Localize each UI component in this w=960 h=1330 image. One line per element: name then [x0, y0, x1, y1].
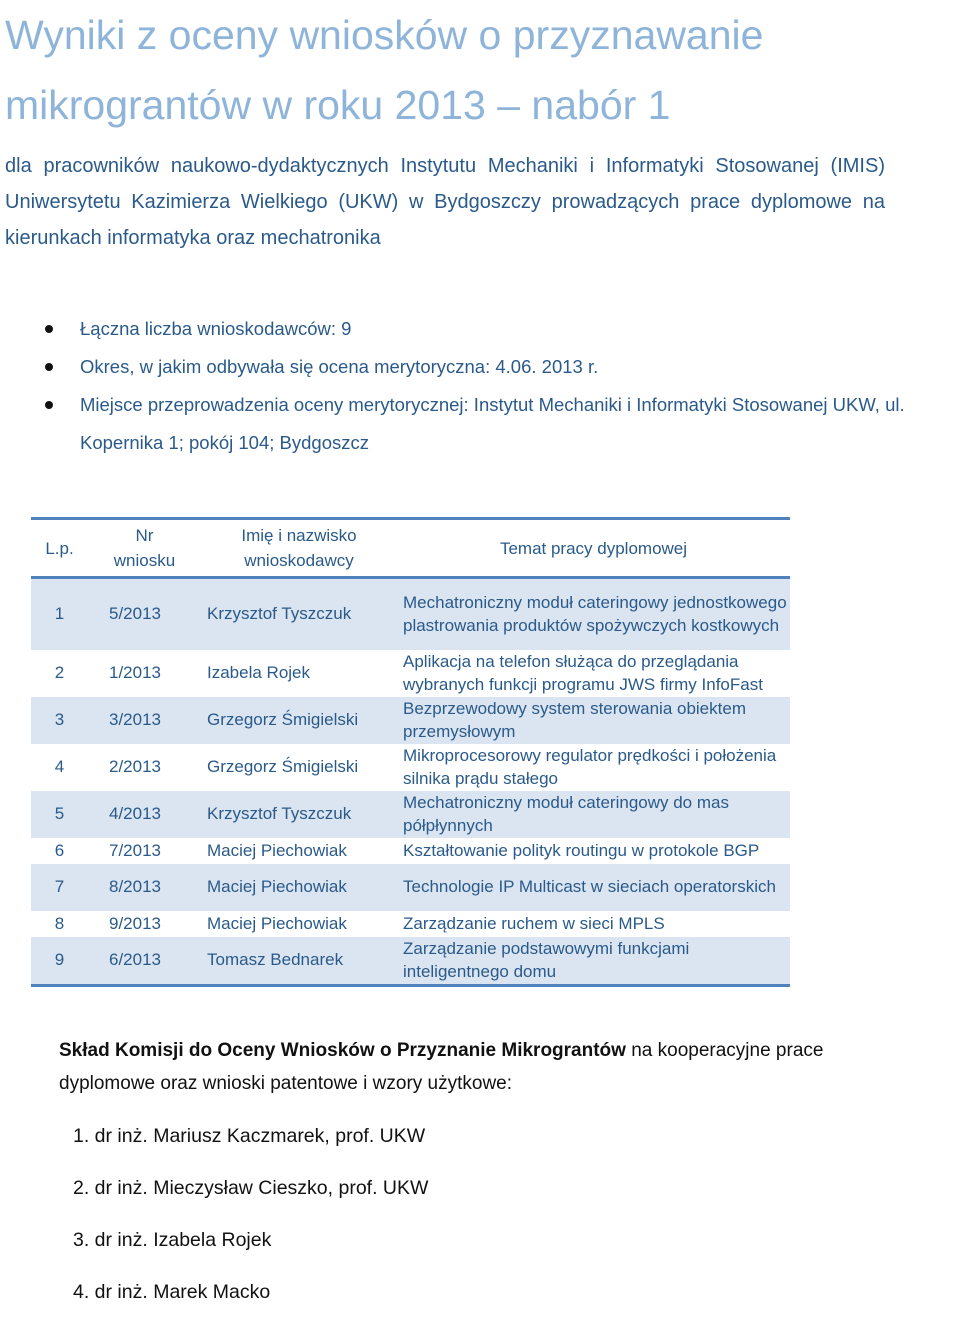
committee-heading	[59, 1034, 909, 1100]
cell-nr: 7/2013	[109, 840, 161, 860]
cell-lp: 7	[31, 864, 88, 911]
col-header-nr-text: Nr wniosku	[113, 526, 176, 570]
table-row	[31, 864, 790, 911]
cell-nr: 9/2013	[109, 913, 161, 933]
committee-member: 3. dr inż. Izabela Rojek	[73, 1229, 272, 1251]
cell-lp: 5	[31, 791, 88, 838]
cell-lp: 9	[31, 937, 88, 986]
summary-item-text: Okres, w jakim odbywała się ocena merytoryczna: 4.06. 2013 r.	[80, 356, 599, 377]
cell-nr: 5/2013	[88, 578, 201, 650]
col-header-name	[201, 519, 397, 578]
cell-topic: Mikroprocesorowy regulator prędkości i położenia silnika prądu stałego	[403, 745, 777, 788]
summary-item-text: Miejsce przeprowadzenia oceny merytorycznej: Instytut Mechaniki i Informatyki Stosowanej UKW, ul. Kopernika 1; pokój 104; Bydgoszcz	[80, 394, 905, 453]
cell-topic: Zarządzanie podstawowymi funkcjami inteligentnego domu	[397, 937, 790, 986]
table-row	[31, 791, 790, 838]
bullet-icon	[45, 325, 53, 333]
committee-member: 4. dr inż. Marek Macko	[73, 1281, 271, 1303]
cell-lp: 8	[54, 913, 65, 933]
cell-topic: Kształtowanie polityk routingu w protokole BGP	[403, 840, 760, 860]
summary-item	[40, 386, 955, 462]
table-row	[31, 838, 790, 864]
table-row	[31, 650, 790, 697]
cell-lp: 1	[31, 578, 88, 650]
committee-heading-bold: Skład Komisji do Oceny Wniosków o Przyznanie Mikrograntów	[59, 1040, 626, 1061]
committee-heading-rest: na kooperacyjne prace dyplomowe oraz wnioski patentowe i wzory użytkowe:	[59, 1040, 824, 1094]
intro-paragraph: dla pracowników naukowo-dydaktycznych Instytutu Mechaniki i Informatyki Stosowanej (IMIS) Uniwersytetu Kazimierza Wielkiego (UKW) w Bydgoszczy prowadzących prace dyplomowe na kierunkach informatyka oraz mechatronika	[5, 155, 885, 249]
cell-nr: 4/2013	[88, 791, 201, 838]
cell-topic: Zarządzanie ruchem w sieci MPLS	[403, 913, 665, 933]
cell-topic: Mechatroniczny moduł cateringowy do mas półpłynnych	[397, 791, 790, 838]
committee-members	[73, 1122, 428, 1330]
table-row	[31, 937, 790, 986]
summary-list	[40, 310, 955, 462]
cell-topic: Aplikacja na telefon służąca do przeglądania wybranych funkcji programu JWS firmy InfoFast	[403, 651, 763, 694]
cell-lp: 2	[54, 663, 65, 682]
cell-lp: 4	[54, 757, 65, 776]
committee-member: 1. dr inż. Mariusz Kaczmarek, prof. UKW	[73, 1125, 426, 1147]
col-header-name-text: Imię i nazwisko wnioskodawcy	[241, 526, 357, 570]
cell-name: Maciej Piechowiak	[207, 913, 347, 933]
cell-lp: 6	[54, 840, 65, 860]
cell-name: Grzegorz Śmigielski	[207, 757, 359, 776]
cell-lp: 3	[31, 697, 88, 744]
committee-member: 2. dr inż. Mieczysław Cieszko, prof. UKW	[73, 1177, 429, 1199]
table-row	[31, 744, 790, 791]
page-title: Wyniki z oceny wniosków o przyznawanie mikrograntów w roku 2013 – nabór 1	[5, 12, 764, 128]
col-header-nr	[88, 519, 201, 578]
summary-item	[40, 348, 955, 386]
col-header-lp: L.p.	[31, 519, 88, 578]
cell-name: Tomasz Bednarek	[201, 937, 397, 986]
cell-name: Izabela Rojek	[207, 663, 311, 682]
summary-item	[40, 310, 955, 348]
cell-name: Grzegorz Śmigielski	[201, 697, 397, 744]
cell-name: Maciej Piechowiak	[201, 864, 397, 911]
cell-nr: 3/2013	[88, 697, 201, 744]
bullet-icon	[45, 363, 53, 371]
cell-name: Maciej Piechowiak	[207, 840, 347, 860]
summary-item-text: Łączna liczba wnioskodawców: 9	[80, 318, 352, 339]
cell-topic: Technologie IP Multicast w sieciach operatorskich	[397, 864, 790, 911]
cell-nr: 6/2013	[88, 937, 201, 986]
col-header-topic: Temat pracy dyplomowej	[397, 519, 790, 578]
cell-nr: 8/2013	[88, 864, 201, 911]
table-row	[31, 578, 790, 650]
cell-name: Krzysztof Tyszczuk	[201, 791, 397, 838]
cell-topic: Mechatroniczny moduł cateringowy jednostkowego plastrowania produktów spożywczych kostkowych	[397, 578, 790, 650]
table-header-row	[31, 519, 790, 578]
cell-nr: 2/2013	[109, 757, 161, 776]
cell-name: Krzysztof Tyszczuk	[201, 578, 397, 650]
results-table	[31, 517, 790, 987]
table-row	[31, 911, 790, 937]
bullet-icon	[45, 401, 53, 409]
table-row	[31, 697, 790, 744]
cell-topic: Bezprzewodowy system sterowania obiektem przemysłowym	[397, 697, 790, 744]
cell-nr: 1/2013	[109, 663, 161, 682]
